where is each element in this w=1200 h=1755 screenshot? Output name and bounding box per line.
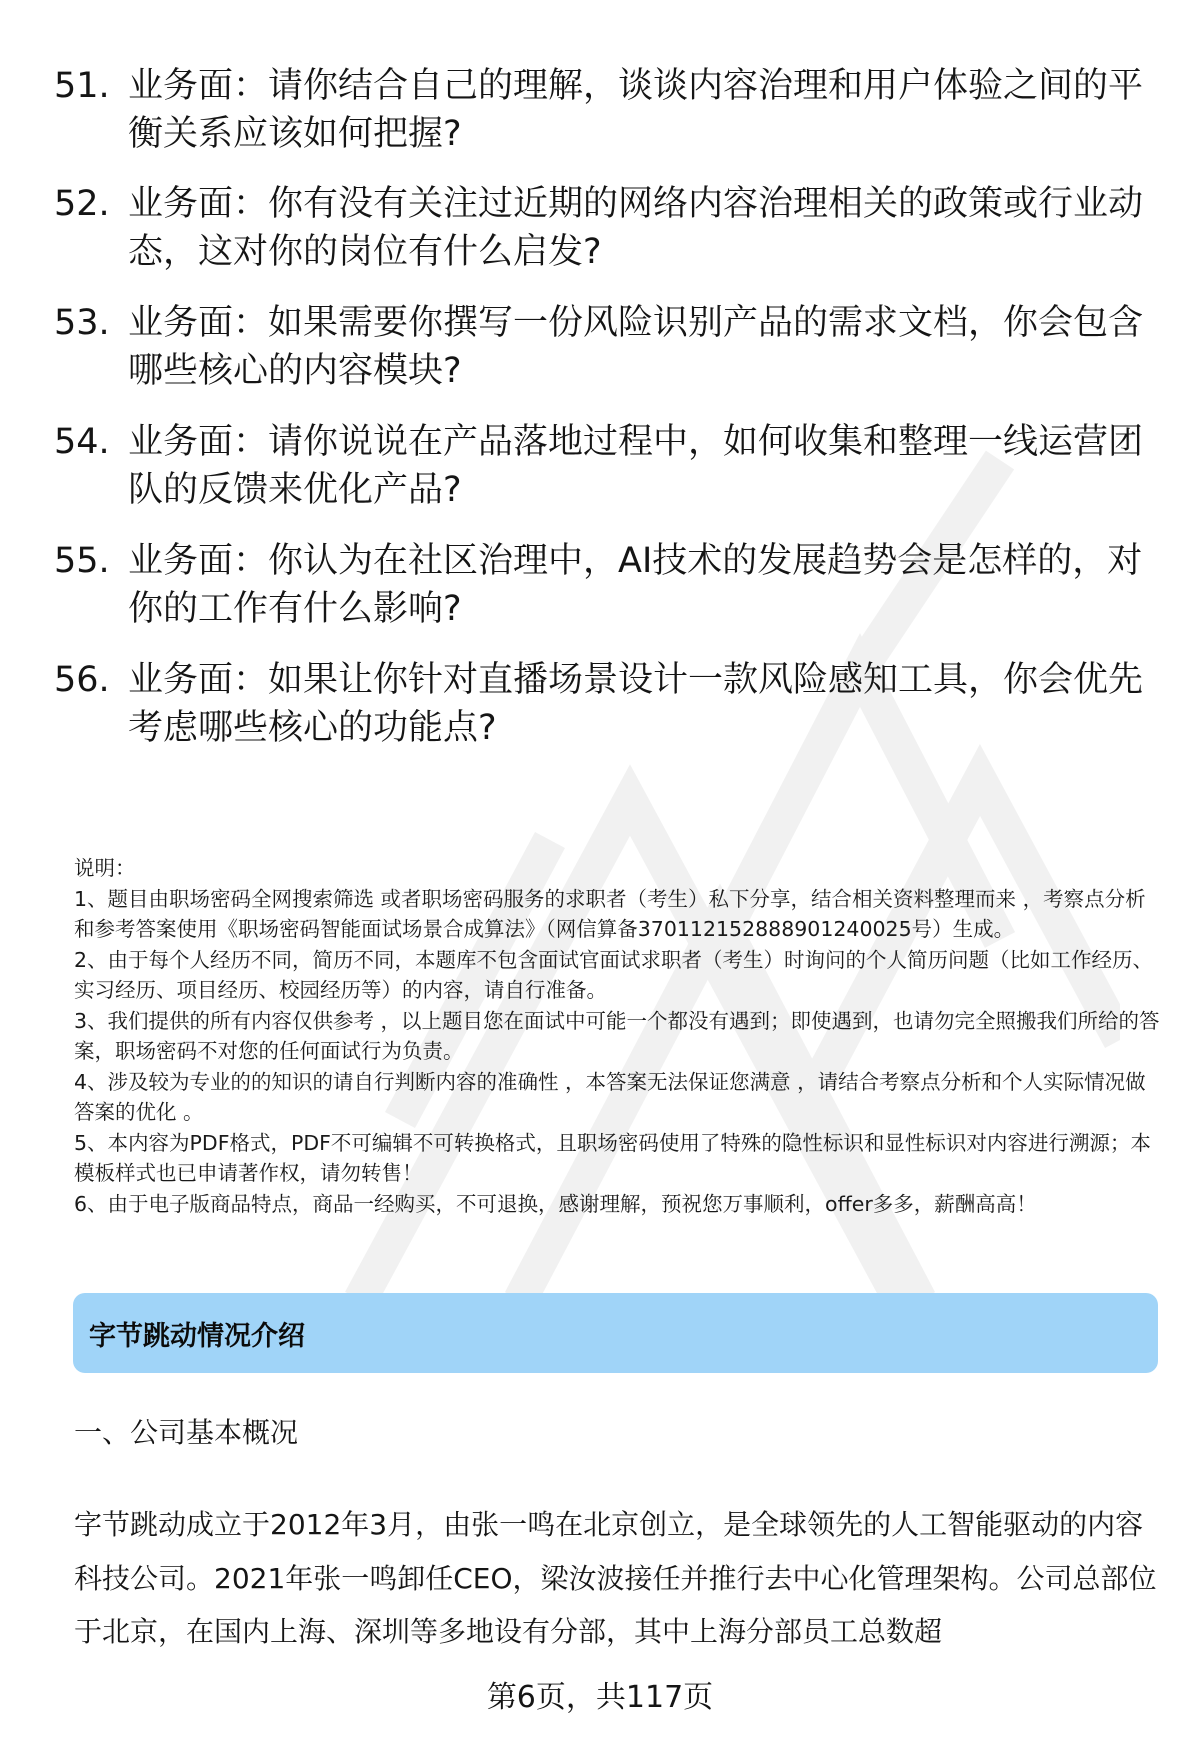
question-text: 业务面：你有没有关注过近期的网络内容治理相关的政策或行业动态，这对你的岗位有什么启发?: [128, 184, 1144, 272]
question-text: 业务面：请你说说在产品落地过程中，如何收集和整理一线运营团队的反馈来优化产品?: [128, 422, 1144, 510]
question-text: 业务面：请你结合自己的理解，谈谈内容治理和用户体验之间的平衡关系应该如何把握?: [128, 66, 1144, 154]
section-header: [73, 1293, 1158, 1373]
section-title: 字节跳动情况介绍: [89, 1320, 305, 1352]
question-number: 51.: [54, 66, 110, 106]
notes-title: 说明：: [74, 856, 136, 880]
question-number: 52.: [54, 184, 110, 224]
question-52: [54, 180, 1144, 276]
note-item-6: 6、由于电子版商品特点，商品一经购买，不可退换，感谢理解，预祝您万事顺利，offer多多，薪酬高高！: [74, 1191, 1037, 1216]
note-item-5: 5、本内容为PDF格式，PDF不可编辑不可转换格式，且职场密码使用了特殊的隐性标识和显性标识对内容进行溯源；本模板样式也已申请著作权，请勿转售！: [74, 1130, 1151, 1185]
question-51: [54, 62, 1144, 158]
note-item-1: 1、题目由职场密码全网搜索筛选 或者职场密码服务的求职者（考生）私下分享，结合相关资料整理而来 ，考察点分析和参考答案使用《职场密码智能面试场景合成算法》（网信算备370112152888901240025号）生成。: [74, 886, 1146, 941]
note-item-3: 3、我们提供的所有内容仅供参考 ，以上题目您在面试中可能一个都没有遇到；即使遇到，也请勿完全照搬我们所给的答案，职场密码不对您的任何面试行为负责。: [74, 1008, 1160, 1063]
paragraph-text: 字节跳动成立于2012年3月，由张一鸣在北京创立，是全球领先的人工智能驱动的内容科技公司。2021年张一鸣卸任CEO，梁汝波接任并推行去中心化管理架构。公司总部位于北京，在国内上海、深圳等多地设有分部，其中上海分部员工总数超: [74, 1508, 1157, 1648]
section-subheading: 一、公司基本概况: [74, 1416, 299, 1449]
note-item-4: 4、涉及较为专业的的知识的请自行判断内容的准确性 ，本答案无法保证您满意 ，请结合考察点分析和个人实际情况做答案的优化 。: [74, 1069, 1146, 1124]
question-54: [54, 418, 1144, 514]
page-number: 第6页，共117页: [486, 1680, 714, 1715]
question-text: 业务面：如果需要你撰写一份风险识别产品的需求文档，你会包含哪些核心的内容模块?: [128, 303, 1144, 391]
disclaimer-notes: [74, 853, 1164, 1219]
question-number: 54.: [54, 422, 110, 462]
company-overview-paragraph: [74, 1498, 1164, 1659]
question-number: 56.: [54, 660, 110, 700]
question-number: 53.: [54, 303, 110, 343]
question-number: 55.: [54, 541, 110, 581]
question-text: 业务面：你认为在社区治理中，AI技术的发展趋势会是怎样的，对你的工作有什么影响?: [128, 541, 1143, 629]
question-53: [54, 299, 1144, 395]
question-text: 业务面：如果让你针对直播场景设计一款风险感知工具，你会优先考虑哪些核心的功能点?: [128, 660, 1144, 748]
question-55: [54, 537, 1144, 633]
question-56: [54, 656, 1144, 752]
note-item-2: 2、由于每个人经历不同，简历不同，本题库不包含面试官面试求职者（考生）时询问的个人简历问题（比如工作经历、实习经历、项目经历、校园经历等）的内容，请自行准备。: [74, 947, 1154, 1002]
